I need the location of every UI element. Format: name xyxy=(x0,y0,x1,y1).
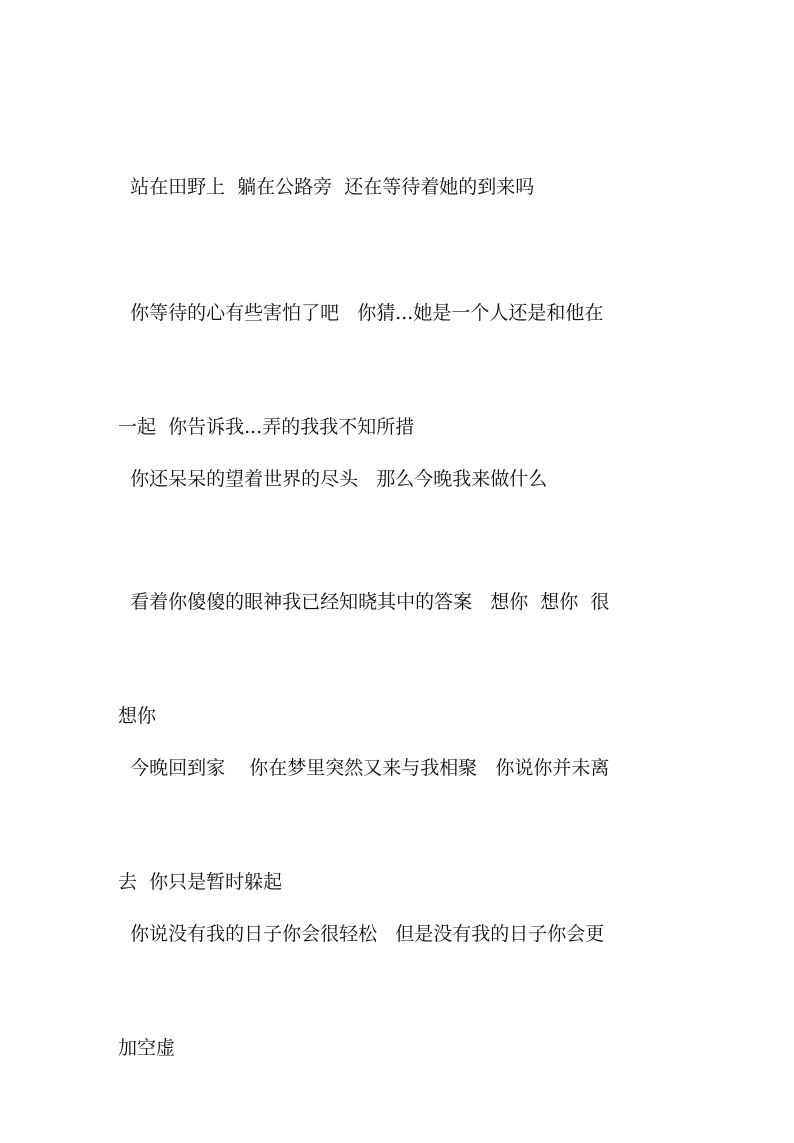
paragraph-line: 你说没有我的日子你会很轻松 但是没有我的日子你会更 xyxy=(118,923,605,945)
paragraph-line: 你还呆呆的望着世界的尽头 那么今晚我来做什么 xyxy=(118,468,548,490)
paragraph-line: 看着你傻傻的眼神我已经知晓其中的答案 想你 想你 很 xyxy=(118,591,610,613)
paragraph-line: 一起 你告诉我...弄的我我不知所措 xyxy=(118,416,415,438)
paragraph-line: 站在田野上 躺在公路旁 还在等待着她的到来吗 xyxy=(118,176,535,198)
paragraph-line: 加空虚 xyxy=(118,1037,176,1059)
paragraph-line: 想你 xyxy=(118,705,157,727)
paragraph-line: 你等待的心有些害怕了吧 你猜...她是一个人还是和他在 xyxy=(118,302,604,324)
paragraph-6 xyxy=(118,839,663,1143)
paragraph-line: 去 你只是暂时躲起 xyxy=(118,871,283,893)
paragraph-line: 今晚回到家 你在梦里突然又来与我相聚 你说你并未离 xyxy=(118,757,610,779)
